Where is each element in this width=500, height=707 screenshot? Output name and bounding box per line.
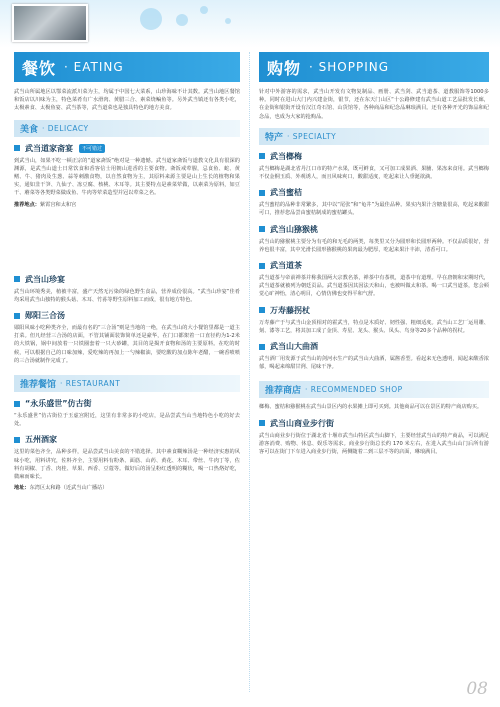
item-title: 武当道茶 [270,261,302,271]
note-label: 推荐地点： [14,201,40,208]
item-note [14,201,240,208]
item-text: 万寿藤产于与武当山金顶相对的霍武当，特点是木质好、韧性强、粗细适度。武当山工艺厂运用雕、刻、漆等工艺，将其加工成了金顶、寿星、龙头、猴头、凤头、鸟身等20多个品种的拐杖。 [259,319,489,334]
item-title: 郧阳三合汤 [25,311,65,321]
item-text: 武当酒厂用发源于武当山的剑河水生产的武当山大曲酒，属酱香型。看起来无色透明，闻起来酸香浓郁，喝起来绵甜甘洌、尾味干净。 [259,356,489,371]
column-divider [249,52,250,692]
note-value: 东湾区太和路（近武当山广播站） [29,485,108,492]
eating-banner-en: · EATING [64,60,124,74]
restaurant-zh: 推荐餐馆 [20,380,57,391]
bullet-icon [14,276,20,282]
shopping-intro: 针对中外游客的需求，武当山开发有文物复制品、画册、武当剑、武当道茶、道教服饰等1000多种。同时在进山大门内兴建金街，银节，还在东天门山区“十公路修建有武当山道工艺品批发长廊，在金街和银街开设有汉江奇石馆、山货馆等，各种商品和纪念品琳琅满目。还有各种开光的饰品和纪念品，也成为大家的抢购品。 [259,89,489,120]
item-heading [259,187,489,198]
decor-bubble [200,6,208,14]
restaurant-en: · RESTAURANT [60,379,121,389]
item-heading [14,434,240,445]
item-heading [14,310,240,321]
delicacy-en: · DELICACY [42,123,89,133]
item-title: 武当道家斋宴 [25,143,73,153]
item-title: 五州酒家 [25,435,57,445]
bullet-icon [14,145,20,151]
shopping-banner-en: · SHOPPING [309,60,390,74]
item-title: 武当山大曲酒 [270,342,318,352]
item-text: 武当山的猕猴桃主要分为有毛的和无毛的两类，每类里又分为圆形和长圆形两种。不仅品质很好，营养也很丰富，其中光滑长圆形猕猴桃的果肉最为肥厚，吃起来果汁丰沛，清香可口。 [259,238,489,253]
decor-bubble [225,18,231,24]
eating-column [14,52,240,491]
specialty-zh: 特产 [265,132,284,143]
note-label: 地址： [14,485,30,492]
specialty-header [259,128,489,145]
bullet-icon [14,437,20,443]
item-title: 武当榔梅 [270,151,302,161]
decor-bubble [176,14,188,26]
shopping-banner [259,52,489,82]
bullet-icon [14,313,20,319]
shopping-banner-zh: 购物 [267,58,302,78]
delicacy-zh: 美食 [20,124,39,135]
page-number: 08 [466,679,488,699]
delicacy-header [14,120,240,137]
decor-bubble [140,8,162,30]
item-title: 万寿藤拐杖 [270,305,310,315]
item-text: 这里的菜色齐全，品种多样，是品尝武当山美食的不错选择。其中素食糊辣汤是一种经济实惠的风味小吃，用料讲究，佐料齐全，主要用料有粉条、面筋、山药、黄花、木耳、带丝、牛肉丁等，佐料有胡椒、丁香、肉桂、草果、西香、豆蔻等。做好后的汤呈粉红透明的糊状，喝一口热烙好吃，微麻而味长。 [14,449,240,481]
shop-zh: 推荐商店 [265,386,302,397]
item-title: 武当蜜桔 [270,188,302,198]
eating-banner [14,52,240,82]
item-heading [14,274,240,285]
specialty-en: · SPECIALTY [287,131,337,141]
item-text: 武当蜜桔的品种非常繁多，其中以“尾张”和“龟井”为最佳品种。果实内果汁含糖量很高，吃起来酸甜可口，推荐您品尝由蜜桔制成的蜜桔罐头。 [259,202,489,217]
bullet-icon [259,153,265,159]
header-photo [12,4,88,42]
shop-en: · RECOMMENDED SHOP [305,385,403,395]
bullet-icon [259,420,265,426]
item-heading [259,305,489,316]
note-value: 紫霄宫和太和宫 [39,201,77,208]
item-heading [259,260,489,271]
item-heading [259,151,489,162]
item-title: 武当山珍宴 [25,274,65,284]
restaurant-header [14,375,240,392]
item-heading [259,418,489,429]
bullet-icon [14,401,20,407]
shop-header [259,381,489,398]
item-heading [259,341,489,352]
bullet-icon [259,307,265,313]
bullet-icon [259,344,265,350]
item-title: 武当山商业步行街 [270,418,334,428]
item-heading [14,143,240,154]
shop-intro: 榔梅、蜜桔和猕猴桃在武当山景区内的水果摊上即可买到。其他商品可以在景区的特产商店购买。 [259,404,483,411]
item-heading [259,224,489,235]
spacer [14,208,240,268]
item-text: 武当山环境秀美，植被丰富，盛产天然无污染的绿色野生食品，营养成份很高。“武当山珍宴”佳肴均采用武当山独特的猴头菇、木耳、竹荪等野生原料加工而成，很有地方特色。 [14,288,240,303]
item-text: 武当榔梅是湖北省丹江口市的特产水果，既可鲜食，又可加工成果酒、果脯、果冻来食用。武当榔梅不仅金桐玉质、外观诱人，而且风味爽口，酸甜适度，吃起来让人垂涎欲滴。 [259,165,489,181]
item-note [14,484,240,491]
bullet-icon [259,190,265,196]
eating-intro: 武当山所属地区以鄂菜流派川菜为主，均属于中国七大菜系，山珍海味不计其数。武当山地区餐馆和饭店以川味为主，特色菜肴有广水滑肉、黄腊三合、素菜烧鳊鱼等。另外武当镇还有各类小吃，太极素食、太极鱼宴、武当茶等，武当道菜也是独具特色的地方美食。 [14,89,240,112]
item-text: 武当山商业步行街位于湖北省十堰市武当山特区武当山脚下，主要经营武当山的特产商品，可以满足游客消费、购物、休息、娱乐等需求。商业步行街总长约 170 米左右，在进入武当山山门后所有游客可以在街门下车进入商业步行街，两侧随着二到三层不等的店面，琳琅满目。 [259,432,489,456]
highlight-badge: 不可错过 [79,144,105,153]
bullet-icon [259,226,265,232]
bullet-icon [259,263,265,269]
item-heading [14,398,240,409]
item-text: 到武当山，如果不吃一顿正宗的“道家斋饭”绝对是一种遗憾。武当道家斋饭与道教文化具有很深的渊源，是武当山道士日常饮食和香客信士用朝山进香的主要食物。斋饭戒荤腥，忌食鱼、蛇、黄鳝、牛、猪肉及生葱、蒜等刺激食物，以自然食物为主，其原料来源主要是山上生长的植物和果实，通如韭干笋、九仙子、冻豆腐、核桃、木耳等。其主要特点是素菜荤做，以素菜为原料，如豆干、蘑菜等各类野菜做成鱼、牛肉等荤菜造型并冠以荤菜之名。 [14,157,240,197]
shopping-column [259,52,489,456]
item-text: “永乐盛世”仿古街位于玉虚宫附近，这里有非常多的小吃店，是品尝武当山当地特色小吃的好去处。 [14,413,240,428]
item-text: 武当道茶与帝前禅茶并称我国两大宗教名茶，禅茶中有茶机，道茶中有道理。早在唐朝和宋期时代，武当道茶就被列为朝廷贡品。武当道茶因其因法天和山，也被叫做太和茶。喝一口武当道茶，您会顿觉心旷神怡，清心明目，心情仿佛也变得平和气舒。 [259,275,489,298]
item-title: “永乐盛世”仿古街 [25,399,92,409]
item-title: 武当山猕猴桃 [270,224,318,234]
item-text: 郧阳风味小吃种类齐全，而最有名的“三合汤”则是当地的一绝，在武当山的大小餐馆里都是一道主打菜。但凡经营三合汤的店面，不管其铺面装饰简单还是豪华，在门口都架着一口直径约为1-2米的大铁锅，锅中间放着一只铁圈套着一只大砂罐，其目的是揭开食物和汤的主要原料。在吃的时候，可以根据自己的口味加辣，爱吃辣的再加上一勺辣椒油，要吃酸的加点陈年老醋，一碗香喷喷的三合汤就制作完成了。 [14,325,240,364]
eating-banner-zh: 餐饮 [22,58,57,78]
